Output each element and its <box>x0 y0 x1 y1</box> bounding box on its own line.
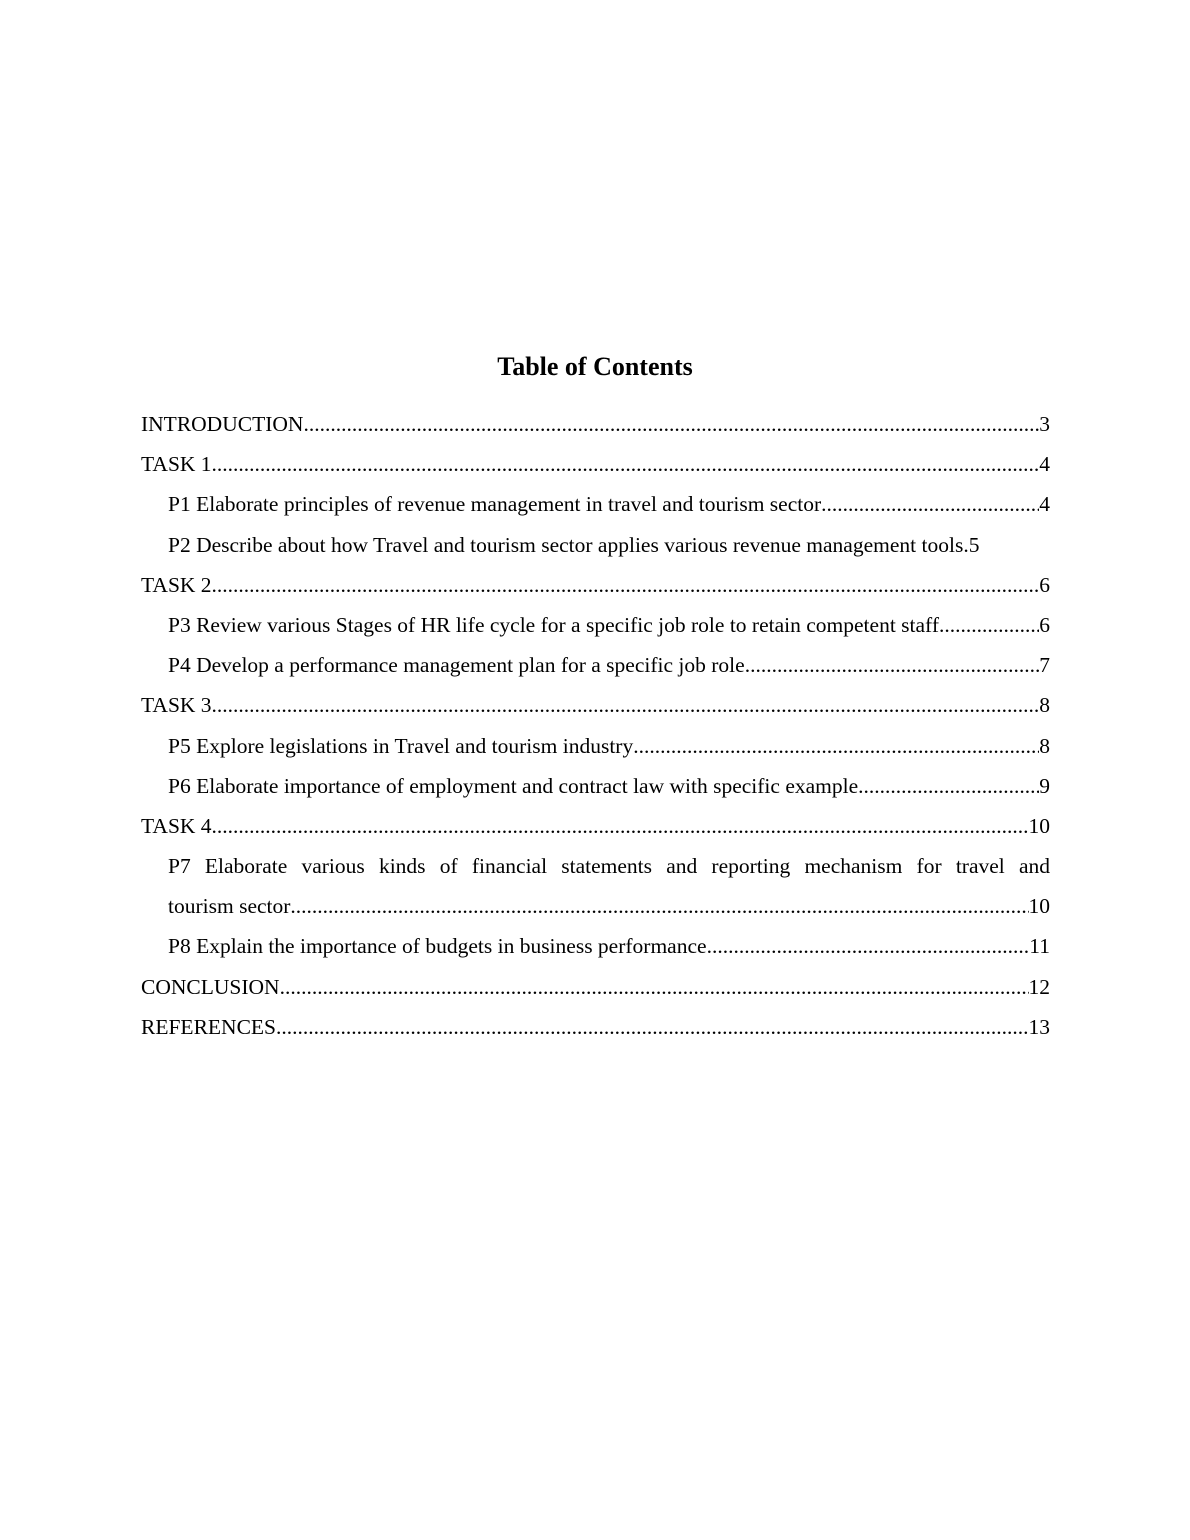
toc-entry <box>141 1007 1050 1047</box>
dot-leader <box>707 926 1030 966</box>
toc-entry-p5[interactable] <box>141 726 1050 766</box>
toc-entry <box>141 967 1050 1007</box>
toc-entry-task-2[interactable] <box>141 565 1050 605</box>
toc-entry-p2[interactable] <box>141 525 1050 565</box>
dot-leader <box>944 605 1039 645</box>
toc-entry-label: CONCLUSION <box>141 974 280 999</box>
toc-entry-label: TASK 1 <box>141 452 212 477</box>
toc-page-number: 11 <box>1029 934 1050 959</box>
toc-title: Table of Contents <box>497 352 693 381</box>
toc-entry-label: P6 Elaborate importance of employment and contract law with specific example <box>168 773 859 798</box>
dot-leader <box>212 806 1029 846</box>
toc-page-number: 10 <box>1028 894 1050 919</box>
toc-entry-label: P1 Elaborate principles of revenue management in travel and tourism sector <box>168 492 822 517</box>
toc-entry-p3[interactable] <box>141 605 1050 645</box>
toc-entry-conclusion[interactable] <box>141 967 1050 1007</box>
dot-leader <box>212 444 1040 484</box>
toc-entry <box>141 806 1050 846</box>
dot-leader <box>858 766 1039 806</box>
toc-entry-p6[interactable] <box>141 766 1050 806</box>
toc-entry-introduction[interactable] <box>141 404 1050 444</box>
dot-leader <box>280 967 1029 1007</box>
toc-entry <box>141 484 1050 524</box>
toc-entry-label: REFERENCES <box>141 1014 276 1039</box>
toc-entry-label: P8 Explain the importance of budgets in business performance <box>168 934 707 959</box>
toc-entry-p4[interactable] <box>141 645 1050 685</box>
toc-entry-label: TASK 3 <box>141 693 212 718</box>
toc-entry-task-4[interactable] <box>141 806 1050 846</box>
dot-leader <box>303 404 1039 444</box>
toc-entry-task-3[interactable] <box>141 685 1050 725</box>
toc-entry <box>141 444 1050 484</box>
toc-page-number: 10 <box>1028 813 1050 838</box>
toc-entry-label: P2 Describe about how Travel and tourism sector applies various revenue management tools. <box>168 532 969 557</box>
dot-leader <box>212 685 1040 725</box>
toc-entry <box>141 525 1050 565</box>
toc-entry-label: tourism sector <box>168 894 291 919</box>
toc-entry <box>141 645 1050 685</box>
toc-entry-p7[interactable] <box>141 846 1050 926</box>
toc-page-number: 6 <box>1039 572 1050 597</box>
table-of-contents <box>141 404 1050 1047</box>
toc-entry <box>141 565 1050 605</box>
dot-leader <box>821 484 1039 524</box>
toc-page-number: 5 <box>968 532 980 557</box>
toc-page-number: 3 <box>1039 412 1050 436</box>
toc-entry <box>141 404 1050 444</box>
toc-entry <box>141 685 1050 725</box>
toc-page-number: 4 <box>1039 452 1050 477</box>
toc-page-number: 12 <box>1028 974 1050 999</box>
toc-entry-label: TASK 2 <box>141 572 212 597</box>
toc-entry-line-1 <box>141 846 1050 886</box>
dot-leader <box>633 726 1039 766</box>
toc-entry-line-2 <box>141 886 1050 926</box>
toc-entry <box>141 726 1050 766</box>
dot-leader <box>290 886 1028 926</box>
toc-entry-label: P3 Review various Stages of HR life cycle for a specific job role to retain competent staff. <box>168 612 945 637</box>
toc-entry-task-1[interactable] <box>141 444 1050 484</box>
toc-page-number: 7 <box>1039 653 1050 678</box>
toc-entry <box>141 605 1050 645</box>
toc-entry <box>141 766 1050 806</box>
dot-leader <box>745 645 1040 685</box>
toc-entry-label: TASK 4 <box>141 813 212 838</box>
toc-page-number: 4 <box>1039 492 1050 517</box>
toc-page-number: 6 <box>1039 612 1050 637</box>
toc-page-number: 9 <box>1039 773 1050 798</box>
toc-entry-p8[interactable] <box>141 926 1050 966</box>
toc-entry-references[interactable] <box>141 1007 1050 1047</box>
toc-entry-p1[interactable] <box>141 484 1050 524</box>
toc-entry-label: INTRODUCTION <box>141 412 304 436</box>
dot-leader <box>212 565 1040 605</box>
toc-page-number: 8 <box>1039 693 1050 718</box>
toc-entry-label: P7 Elaborate various kinds of financial statements and reporting mechanism for travel and <box>168 854 1050 879</box>
toc-page-number: 13 <box>1028 1014 1050 1039</box>
dot-leader <box>276 1007 1029 1047</box>
toc-entry-label: P4 Develop a performance management plan for a specific job role <box>168 653 745 678</box>
toc-entry-label: P5 Explore legislations in Travel and tourism industry <box>168 733 634 758</box>
toc-page-number: 8 <box>1039 733 1050 758</box>
toc-entry <box>141 926 1050 966</box>
